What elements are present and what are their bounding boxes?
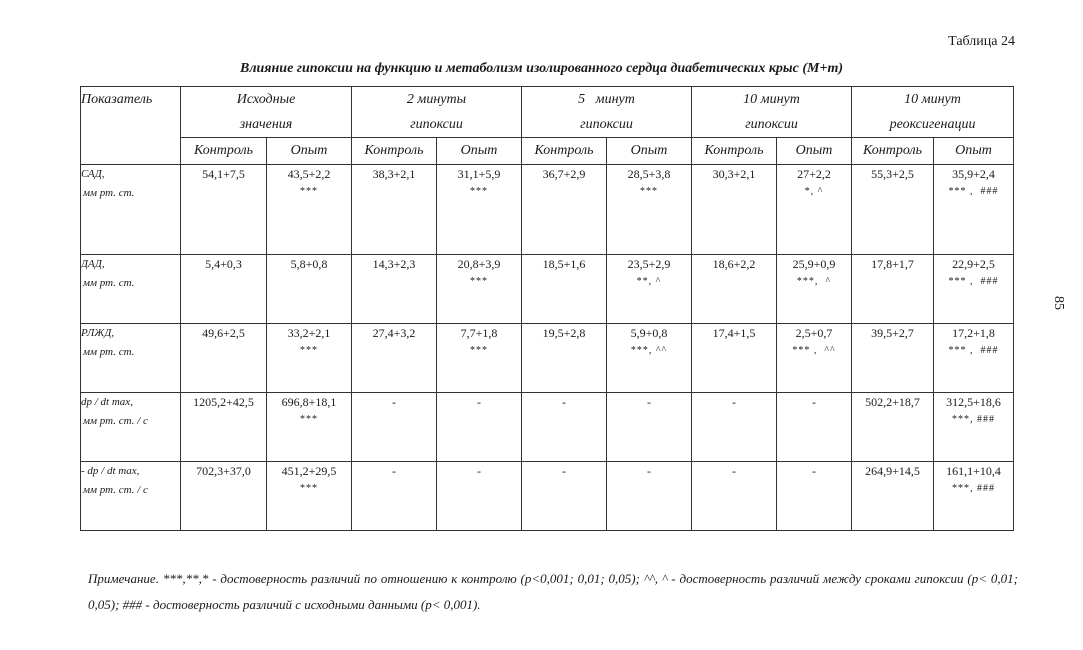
table-body [81, 165, 1014, 531]
group-header-10min-reoxygenation: 10 минут реоксигенации [852, 87, 1014, 138]
value-cell [692, 255, 777, 324]
value-cell [437, 393, 522, 462]
table-row [81, 255, 1014, 324]
value-cell [522, 165, 607, 255]
mean-value: 702,3+37,0 [196, 464, 251, 478]
mean-value: - [647, 464, 652, 478]
group-header-2min-hypoxia: 2 минуты гипоксии [352, 87, 522, 138]
value-cell [777, 324, 852, 393]
value-cell [522, 324, 607, 393]
value-cell [267, 462, 352, 531]
significance-mark: ***, ^ [796, 276, 832, 287]
mean-value: 27,4+3,2 [372, 326, 416, 340]
table-footnote: Примечание. ***,**,* - достоверность различий по отношению к контролю (p<0,001; 0,01; 0,05); ^^, ^ - достоверность различий между сроками гипоксии (p< 0,01; 0,05); ### - достоверность различий с исходными данными (p< 0,001). [88, 571, 1018, 612]
significance-mark: *** [470, 186, 489, 197]
mean-value: 5,9+0,8 [630, 326, 668, 340]
indicator-unit: мм рт. ст. [83, 277, 135, 289]
indicator-name: - dp / dt max, [81, 465, 140, 477]
mean-value: - [812, 395, 817, 409]
mean-value: 5,8+0,8 [290, 257, 328, 271]
group-header-10min-hypoxia: 10 минут гипоксии [692, 87, 852, 138]
significance-mark: *** [470, 276, 489, 287]
value-cell [934, 165, 1014, 255]
mean-value: 27+2,2 [797, 167, 831, 181]
value-cell [607, 324, 692, 393]
value-cell [437, 165, 522, 255]
mean-value: 7,7+1,8 [460, 326, 498, 340]
experiment-column-header: Опыт [437, 138, 522, 165]
indicator-name: ДАД, [81, 258, 105, 270]
mean-value: - [477, 395, 482, 409]
significance-mark: *** , ^^ [792, 345, 836, 356]
indicator-cell [81, 165, 181, 255]
value-cell [777, 165, 852, 255]
indicator-name: РЛЖД, [81, 327, 115, 339]
indicator-header: Показатель [81, 87, 181, 165]
significance-mark: *** [470, 345, 489, 356]
mean-value: 20,8+3,9 [457, 257, 501, 271]
mean-value: - [732, 395, 737, 409]
mean-value: - [392, 464, 397, 478]
value-cell [352, 324, 437, 393]
value-cell [522, 393, 607, 462]
mean-value: 54,1+7,5 [202, 167, 245, 181]
mean-value: 1205,2+42,5 [193, 395, 254, 409]
table-title: Влияние гипоксии на функцию и метаболизм изолированного сердца диабетических крыс (M+m) [239, 61, 844, 76]
group-header-baseline: Исходные значения [181, 87, 352, 138]
mean-value: 161,1+10,4 [946, 464, 1001, 478]
indicator-cell [81, 462, 181, 531]
mean-value: - [477, 464, 482, 478]
mean-value: 2,5+0,7 [795, 326, 833, 340]
mean-value: 18,6+2,2 [712, 257, 756, 271]
value-cell [267, 255, 352, 324]
value-cell [777, 462, 852, 531]
significance-mark: ***, ### [952, 414, 996, 425]
value-cell [934, 393, 1014, 462]
results-table [80, 86, 1014, 531]
mean-value: 22,9+2,5 [952, 257, 995, 271]
significance-mark: *** [300, 483, 318, 494]
significance-mark: *, ^ [804, 186, 824, 197]
mean-value: - [732, 464, 737, 478]
value-cell [437, 255, 522, 324]
indicator-name: dp / dt max, [81, 396, 133, 408]
value-cell [181, 462, 267, 531]
value-cell [852, 462, 934, 531]
value-cell [352, 255, 437, 324]
indicator-cell [81, 255, 181, 324]
value-cell [522, 255, 607, 324]
value-cell [352, 165, 437, 255]
mean-value: 39,5+2,7 [871, 326, 914, 340]
mean-value: 25,9+0,9 [792, 257, 836, 271]
significance-mark: *** , ### [948, 276, 999, 287]
value-cell [934, 324, 1014, 393]
value-cell [607, 462, 692, 531]
mean-value: 451,2+29,5 [281, 464, 337, 478]
mean-value: 55,3+2,5 [871, 167, 914, 181]
value-cell [852, 393, 934, 462]
mean-value: 28,5+3,8 [627, 167, 671, 181]
indicator-unit: мм рт. ст. [83, 187, 135, 199]
mean-value: 14,3+2,3 [372, 257, 416, 271]
value-cell [692, 393, 777, 462]
mean-value: 49,6+2,5 [202, 326, 245, 340]
mean-value: 18,5+1,6 [542, 257, 586, 271]
value-cell [181, 255, 267, 324]
experiment-column-header: Опыт [267, 138, 352, 165]
value-cell [607, 393, 692, 462]
table-row [81, 165, 1014, 255]
value-cell [181, 165, 267, 255]
significance-mark: *** [300, 186, 318, 197]
mean-value: 5,4+0,3 [205, 257, 242, 271]
control-column-header: Контроль [692, 138, 777, 165]
significance-mark: ***, ^^ [630, 345, 668, 356]
significance-mark: *** [300, 345, 318, 356]
significance-mark: **, ^ [636, 276, 662, 287]
experiment-column-header: Опыт [934, 138, 1014, 165]
mean-value: 23,5+2,9 [627, 257, 671, 271]
indicator-unit: мм рт. ст. [83, 346, 135, 358]
value-cell [181, 324, 267, 393]
mean-value: 312,5+18,6 [946, 395, 1001, 409]
mean-value: 19,5+2,8 [542, 326, 586, 340]
mean-value: 502,2+18,7 [865, 395, 920, 409]
value-cell [522, 462, 607, 531]
mean-value: 696,8+18,1 [281, 395, 337, 409]
header-row-groups [81, 87, 1014, 138]
significance-mark: *** [300, 414, 318, 425]
value-cell [777, 255, 852, 324]
mean-value: 43,5+2,2 [287, 167, 331, 181]
indicator-unit: мм рт. ст. / с [83, 484, 148, 496]
significance-mark: *** , ### [948, 186, 999, 197]
control-column-header: Контроль [181, 138, 267, 165]
mean-value: 33,2+2,1 [287, 326, 331, 340]
value-cell [852, 324, 934, 393]
header-row-subgroups [81, 138, 1014, 165]
mean-value: 30,3+2,1 [712, 167, 756, 181]
value-cell [607, 255, 692, 324]
value-cell [352, 393, 437, 462]
value-cell [181, 393, 267, 462]
mean-value: 264,9+14,5 [865, 464, 920, 478]
mean-value: 35,9+2,4 [952, 167, 995, 181]
mean-value: - [562, 395, 567, 409]
value-cell [934, 255, 1014, 324]
indicator-cell [81, 324, 181, 393]
significance-mark: *** , ### [948, 345, 999, 356]
control-column-header: Контроль [852, 138, 934, 165]
group-header-5min-hypoxia: 5 минут гипоксии [522, 87, 692, 138]
experiment-column-header: Опыт [607, 138, 692, 165]
mean-value: 17,4+1,5 [712, 326, 756, 340]
mean-value: 38,3+2,1 [372, 167, 416, 181]
mean-value: 17,2+1,8 [952, 326, 995, 340]
mean-value: 31,1+5,9 [457, 167, 501, 181]
page-number: 85 [1051, 296, 1066, 310]
value-cell [692, 324, 777, 393]
table-row [81, 324, 1014, 393]
mean-value: - [812, 464, 817, 478]
value-cell [852, 165, 934, 255]
mean-value: 17,8+1,7 [871, 257, 914, 271]
mean-value: 36,7+2,9 [542, 167, 586, 181]
indicator-unit: мм рт. ст. / с [83, 415, 148, 427]
table-row [81, 393, 1014, 462]
value-cell [934, 462, 1014, 531]
indicator-name: САД, [81, 168, 105, 180]
value-cell [692, 165, 777, 255]
value-cell [267, 393, 352, 462]
value-cell [267, 324, 352, 393]
value-cell [692, 462, 777, 531]
mean-value: - [562, 464, 567, 478]
significance-mark: *** [640, 186, 659, 197]
value-cell [607, 165, 692, 255]
mean-value: - [392, 395, 397, 409]
value-cell [852, 255, 934, 324]
control-column-header: Контроль [522, 138, 607, 165]
experiment-column-header: Опыт [777, 138, 852, 165]
value-cell [777, 393, 852, 462]
significance-mark: ***, ### [952, 483, 996, 494]
table-row [81, 462, 1014, 531]
control-column-header: Контроль [352, 138, 437, 165]
value-cell [437, 324, 522, 393]
mean-value: - [647, 395, 652, 409]
indicator-cell [81, 393, 181, 462]
value-cell [352, 462, 437, 531]
table-number-label: Таблица 24 [948, 34, 1015, 49]
value-cell [437, 462, 522, 531]
value-cell [267, 165, 352, 255]
